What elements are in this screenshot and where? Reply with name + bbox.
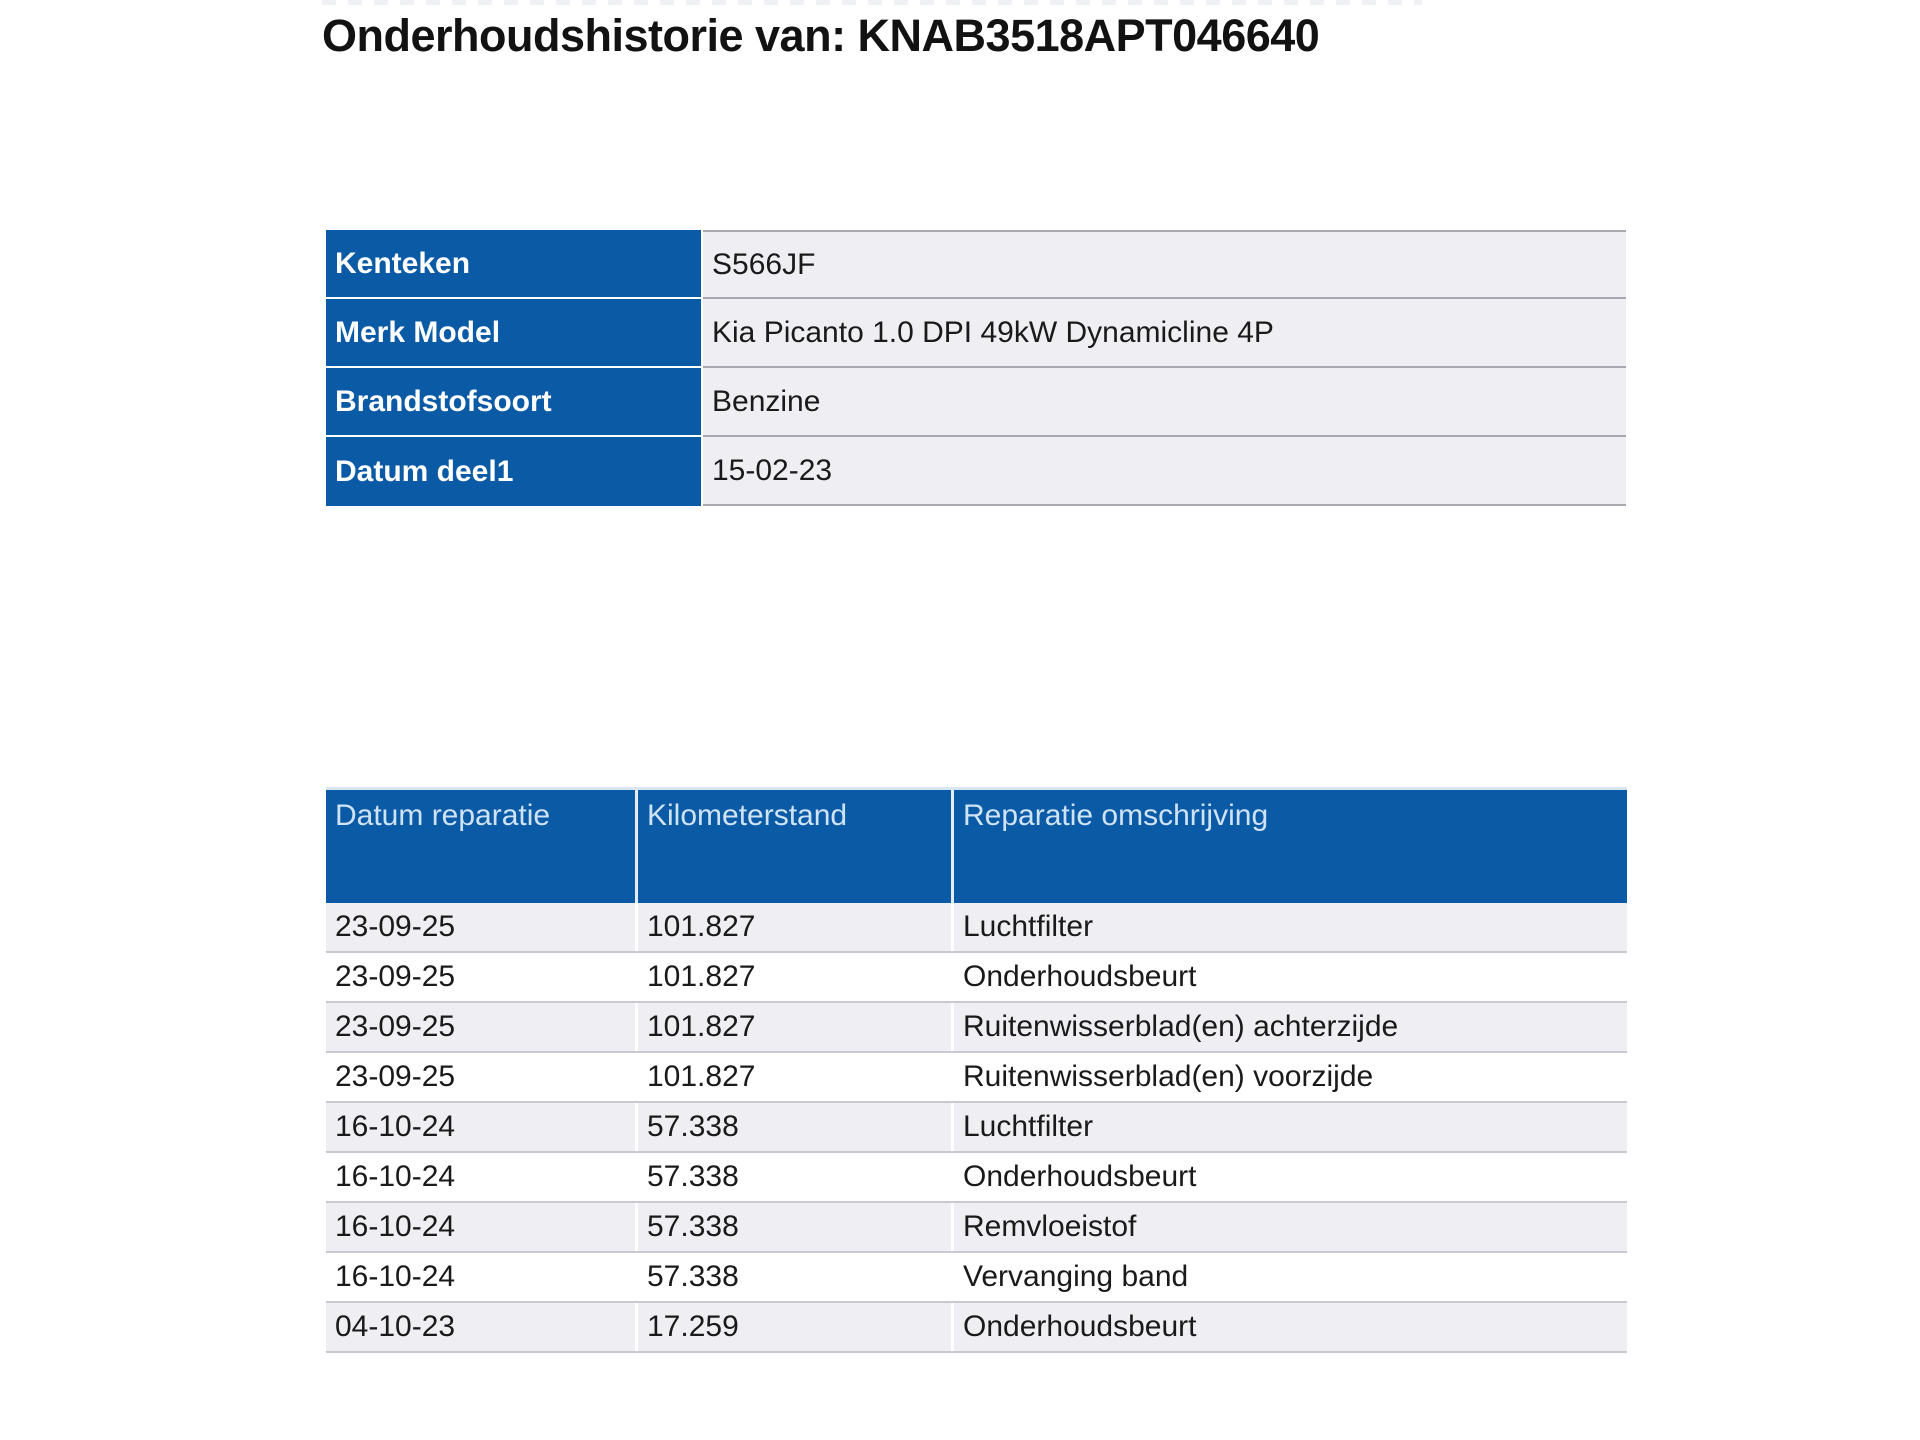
vehicle-info-row — [326, 299, 1626, 368]
vehicle-info-table — [326, 230, 1626, 506]
odometer-cell: 57.338 — [638, 1203, 954, 1251]
maintenance-row — [326, 1303, 1627, 1353]
maintenance-row — [326, 1103, 1627, 1153]
vehicle-info-label: Kenteken — [326, 230, 703, 299]
repair-date-cell: 16-10-24 — [326, 1203, 638, 1251]
odometer-cell: 101.827 — [638, 953, 954, 1001]
repair-description-cell: Onderhoudsbeurt — [954, 953, 1627, 1001]
repair-description-cell: Ruitenwisserblad(en) achterzijde — [954, 1003, 1627, 1051]
repair-description-cell: Luchtfilter — [954, 1103, 1627, 1151]
repair-date-cell: 16-10-24 — [326, 1253, 638, 1301]
maintenance-header-description: Reparatie omschrijving — [954, 790, 1627, 903]
page-title: Onderhoudshistorie van: KNAB3518APT046640 — [322, 10, 1320, 61]
odometer-cell: 57.338 — [638, 1253, 954, 1301]
repair-date-cell: 16-10-24 — [326, 1153, 638, 1201]
repair-date-cell: 23-09-25 — [326, 953, 638, 1001]
repair-description-cell: Vervanging band — [954, 1253, 1627, 1301]
odometer-cell: 101.827 — [638, 1003, 954, 1051]
repair-description-cell: Onderhoudsbeurt — [954, 1303, 1627, 1351]
vehicle-info-value: Benzine — [703, 368, 1626, 437]
maintenance-row — [326, 1053, 1627, 1103]
odometer-cell: 101.827 — [638, 903, 954, 951]
repair-date-cell: 23-09-25 — [326, 1053, 638, 1101]
odometer-cell: 57.338 — [638, 1153, 954, 1201]
repair-description-cell: Onderhoudsbeurt — [954, 1153, 1627, 1201]
vehicle-info-row — [326, 230, 1626, 299]
maintenance-row — [326, 1203, 1627, 1253]
vehicle-info-row — [326, 437, 1626, 506]
odometer-cell: 57.338 — [638, 1103, 954, 1151]
maintenance-header-row — [326, 787, 1627, 903]
maintenance-row — [326, 903, 1627, 953]
repair-description-cell: Luchtfilter — [954, 903, 1627, 951]
maintenance-row — [326, 1153, 1627, 1203]
repair-date-cell: 16-10-24 — [326, 1103, 638, 1151]
vehicle-info-label: Brandstofsoort — [326, 368, 703, 437]
repair-date-cell: 23-09-25 — [326, 1003, 638, 1051]
odometer-cell: 101.827 — [638, 1053, 954, 1101]
maintenance-row — [326, 953, 1627, 1003]
maintenance-header-date: Datum reparatie — [326, 790, 638, 903]
repair-date-cell: 23-09-25 — [326, 903, 638, 951]
vehicle-info-label: Merk Model — [326, 299, 703, 368]
clipped-previous-line — [322, 0, 1422, 5]
maintenance-row — [326, 1003, 1627, 1053]
vehicle-info-value: S566JF — [703, 230, 1626, 299]
maintenance-header-odometer: Kilometerstand — [638, 790, 954, 903]
vehicle-info-label: Datum deel1 — [326, 437, 703, 506]
repair-description-cell: Remvloeistof — [954, 1203, 1627, 1251]
vehicle-info-value: Kia Picanto 1.0 DPI 49kW Dynamicline 4P — [703, 299, 1626, 368]
repair-date-cell: 04-10-23 — [326, 1303, 638, 1351]
vehicle-info-row — [326, 368, 1626, 437]
repair-description-cell: Ruitenwisserblad(en) voorzijde — [954, 1053, 1627, 1101]
vehicle-info-value: 15-02-23 — [703, 437, 1626, 506]
maintenance-row — [326, 1253, 1627, 1303]
maintenance-history-table — [326, 787, 1627, 1353]
odometer-cell: 17.259 — [638, 1303, 954, 1351]
